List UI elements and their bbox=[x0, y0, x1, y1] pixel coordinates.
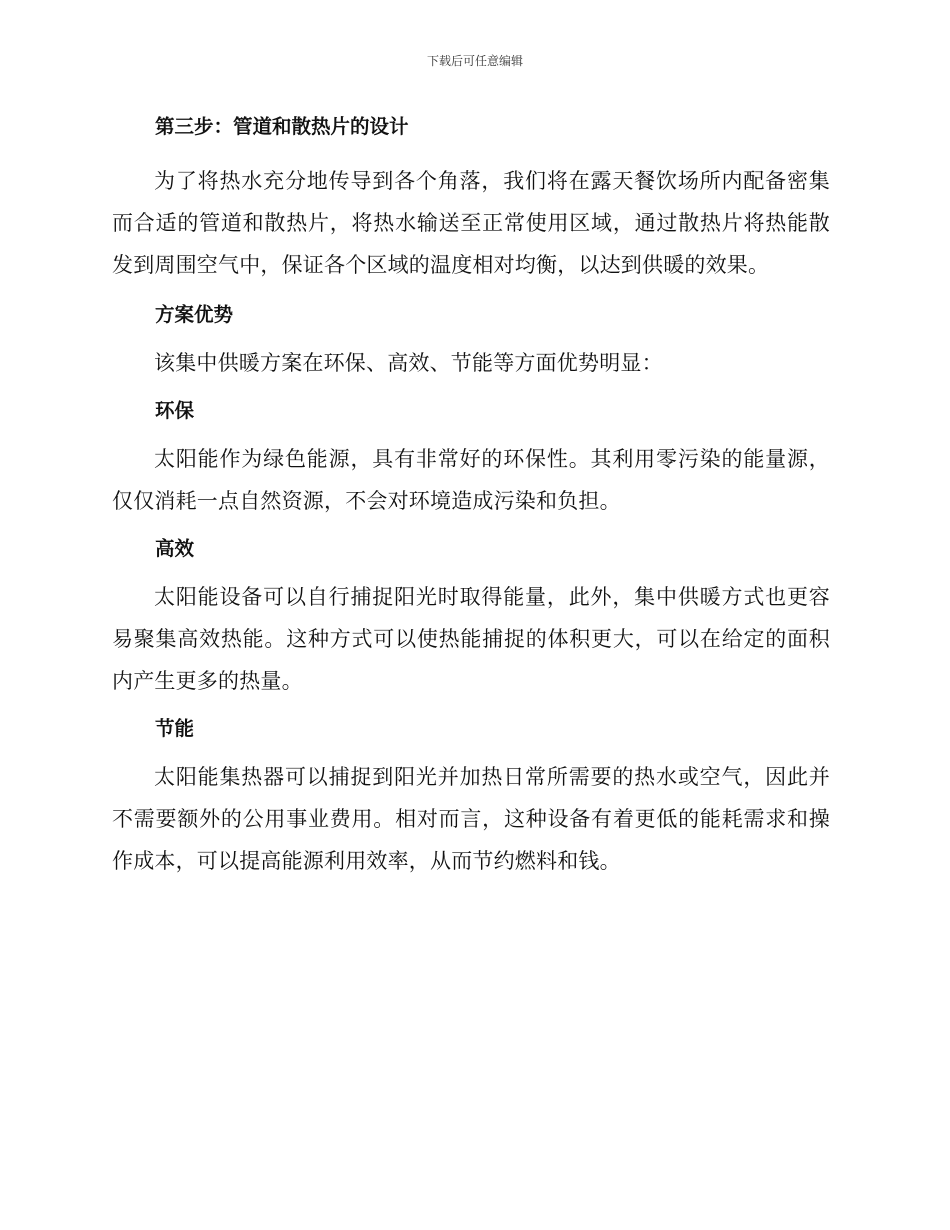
section-heading-step3: 第三步：管道和散热片的设计 bbox=[155, 115, 409, 138]
paragraph-step3: 为了将热水充分地传导到各个角落，我们将在露天餐饮场所内配备密集而合适的管道和散热片，将热水输送至正常使用区域，通过散热片将热能散发到周围空气中，保证各个区域的温度相对均衡，以达到供暖的效果。 bbox=[112, 169, 830, 277]
section-heading-energy-saving: 节能 bbox=[155, 717, 195, 740]
paragraph-energy-saving: 太阳能集热器可以捕捉到阳光并加热日常所需要的热水或空气，因此并不需要额外的公用事业费用。相对而言，这种设备有着更低的能耗需求和操作成本，可以提高能源利用效率，从而节约燃料和钱。 bbox=[112, 765, 830, 873]
section-heading-eco: 环保 bbox=[155, 399, 195, 422]
document-body bbox=[112, 107, 830, 882]
paragraph-advantages: 该集中供暖方案在环保、高效、节能等方面优势明显： bbox=[154, 351, 663, 375]
section-heading-efficiency: 高效 bbox=[155, 537, 195, 560]
paragraph-efficiency: 太阳能设备可以自行捕捉阳光时取得能量，此外，集中供暖方式也更容易聚集高效热能。这种方式可以使热能捕捉的体积更大，可以在给定的面积内产生更多的热量。 bbox=[112, 585, 830, 693]
section-heading-advantages: 方案优势 bbox=[155, 303, 234, 326]
page-header: 下载后可任意编辑 bbox=[426, 54, 523, 68]
paragraph-eco: 太阳能作为绿色能源，具有非常好的环保性。其利用零污染的能量源，仅仅消耗一点自然资源，不会对环境造成污染和负担。 bbox=[112, 447, 830, 513]
